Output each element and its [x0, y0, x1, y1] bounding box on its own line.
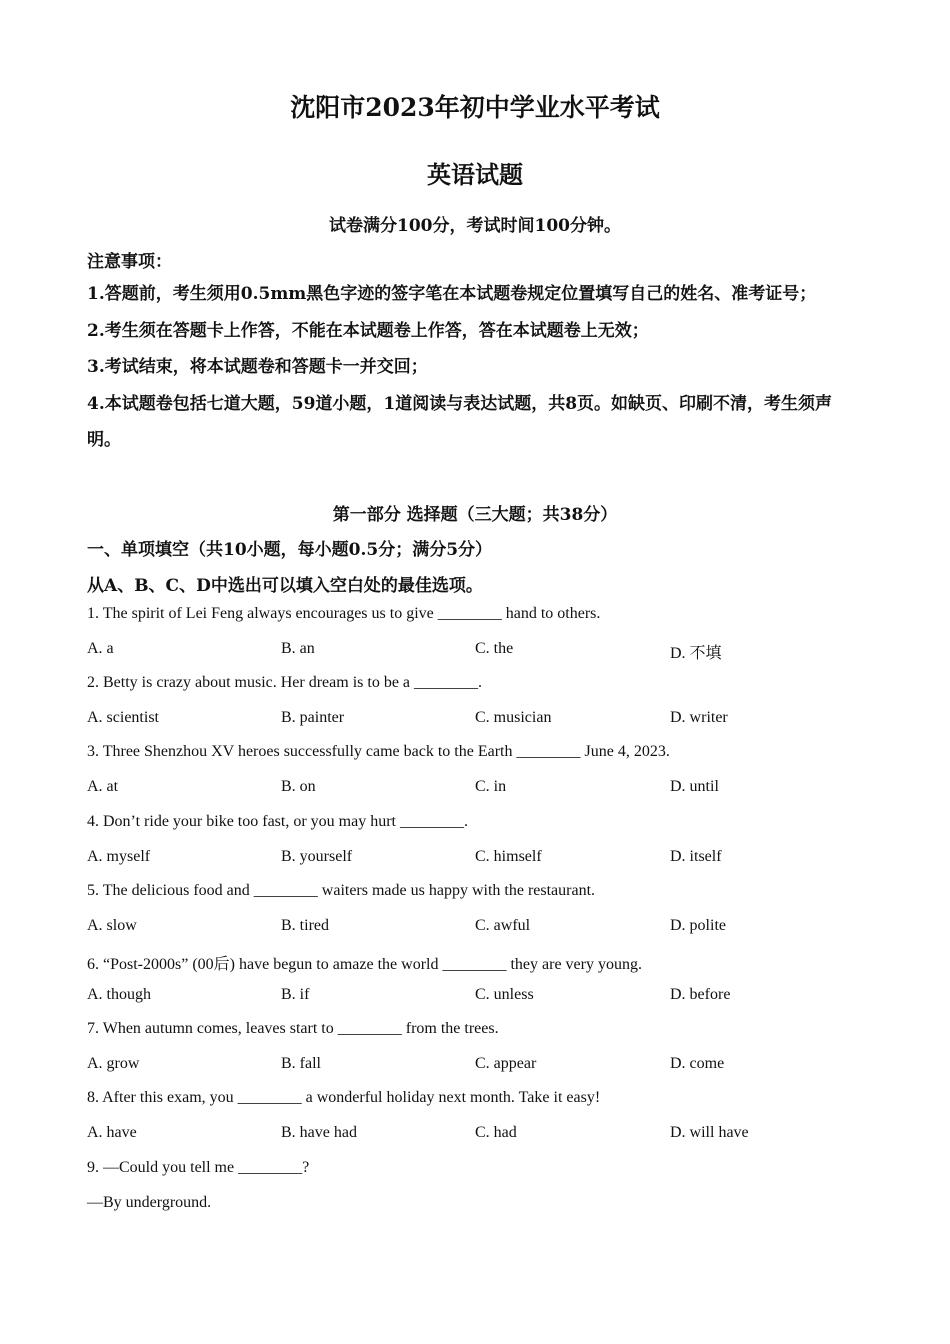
- option-b: B. have had: [281, 1124, 357, 1142]
- option-b: B. on: [281, 778, 316, 796]
- option-row: [87, 709, 887, 729]
- option-d: D. come: [670, 1055, 725, 1073]
- option-a: A. grow: [87, 1055, 140, 1073]
- notes-list: [87, 276, 865, 459]
- option-row: [87, 848, 887, 868]
- option-b: B. an: [281, 640, 315, 657]
- exam-title: 沈阳市2023年初中学业水平考试: [290, 93, 660, 122]
- question-item: [87, 674, 887, 743]
- exam-subtitle: 英语试题: [427, 160, 523, 189]
- option-d: D. polite: [670, 916, 726, 934]
- question-item: [87, 1020, 887, 1089]
- question-item: [87, 1089, 887, 1158]
- option-c: C. the: [475, 640, 514, 657]
- option-b: B. tired: [281, 916, 329, 934]
- option-c: C. himself: [475, 847, 542, 865]
- question-list: [87, 605, 887, 1228]
- question-stem: 1. The spirit of Lei Feng always encourages us to give ________ hand to others.: [87, 605, 601, 622]
- question-item: [87, 743, 887, 812]
- question-item: [87, 605, 887, 674]
- question-item: [87, 882, 887, 951]
- option-d: D. itself: [670, 847, 722, 865]
- option-a: A. have: [87, 1124, 137, 1142]
- option-a: A. scientist: [87, 709, 159, 727]
- option-b: B. yourself: [281, 847, 353, 865]
- note-item: 2.考生须在答题卡上作答，不能在本试题卷上作答，答在本试题卷上无效；: [87, 320, 649, 341]
- note-item: 1.答题前，考生须用0.5mm黑色字迹的签字笔在本试题卷规定位置填写自己的姓名、准考证号；: [87, 284, 817, 304]
- question-item: [87, 813, 887, 882]
- option-d: D. before: [670, 985, 731, 1003]
- option-b: B. if: [281, 985, 310, 1003]
- question-item: [87, 951, 887, 1020]
- question-stem: 6. “Post-2000s” (00后) have begun to amaze the world ________ they are very young.: [87, 955, 642, 973]
- note-item: 3.考试结束，将本试题卷和答题卡一并交回；: [87, 357, 428, 377]
- option-a: A. myself: [87, 847, 151, 865]
- option-d: D. until: [670, 778, 719, 796]
- option-a: A. at: [87, 778, 119, 796]
- option-a: A. slow: [87, 916, 137, 934]
- option-b: B. painter: [281, 709, 345, 727]
- option-c: C. musician: [475, 709, 552, 727]
- option-d: D. will have: [670, 1124, 749, 1142]
- option-c: C. appear: [475, 1055, 537, 1073]
- notes-heading: 注意事项：: [87, 252, 172, 272]
- question-stem: 2. Betty is crazy about music. Her dream is to be a ________.: [87, 674, 483, 692]
- option-c: C. had: [475, 1124, 517, 1142]
- option-a: A. a: [87, 640, 114, 657]
- option-row: [87, 917, 887, 937]
- question-item: [87, 1159, 887, 1228]
- option-a: A. though: [87, 985, 151, 1003]
- option-row: [87, 1055, 887, 1075]
- option-c: C. in: [475, 778, 507, 796]
- section-instruction: 从A、B、C、D中选出可以填入空白处的最佳选项。: [87, 576, 483, 596]
- option-d: D. writer: [670, 709, 728, 727]
- option-row: [87, 1124, 887, 1144]
- option-d: D. 不填: [670, 645, 722, 662]
- section-title: 一、单项填空（共10小题，每小题0.5分；满分5分）: [87, 540, 493, 560]
- question-stem: 8. After this exam, you ________ a wonderful holiday next month. Take it easy!: [87, 1089, 601, 1107]
- question-stem: 5. The delicious food and ________ waiters made us happy with the restaurant.: [87, 881, 596, 899]
- score-time-note: 试卷满分100分，考试时间100分钟。: [329, 216, 621, 236]
- option-row: [87, 986, 887, 1006]
- option-row: [87, 778, 887, 798]
- note-item: 4.本试题卷包括七道大题，59道小题，1道阅读与表达试题，共8页。如缺页、印刷不清，考生须声明。: [87, 393, 833, 450]
- part-title: 第一部分 选择题（三大题；共38分）: [332, 505, 618, 525]
- option-c: C. awful: [475, 916, 531, 934]
- option-b: B. fall: [281, 1055, 321, 1073]
- question-stem: 9. —Could you tell me ________?: [87, 1158, 310, 1176]
- question-stem: 7. When autumn comes, leaves start to ________ from the trees.: [87, 1020, 499, 1038]
- option-c: C. unless: [475, 985, 534, 1003]
- dialog-response: —By underground.: [87, 1193, 212, 1211]
- question-stem: 3. Three Shenzhou XV heroes successfully came back to the Earth ________ June 4, 2023.: [87, 743, 670, 761]
- option-row: [87, 640, 887, 660]
- question-stem: 4. Don’t ride your bike too fast, or you may hurt ________.: [87, 812, 468, 830]
